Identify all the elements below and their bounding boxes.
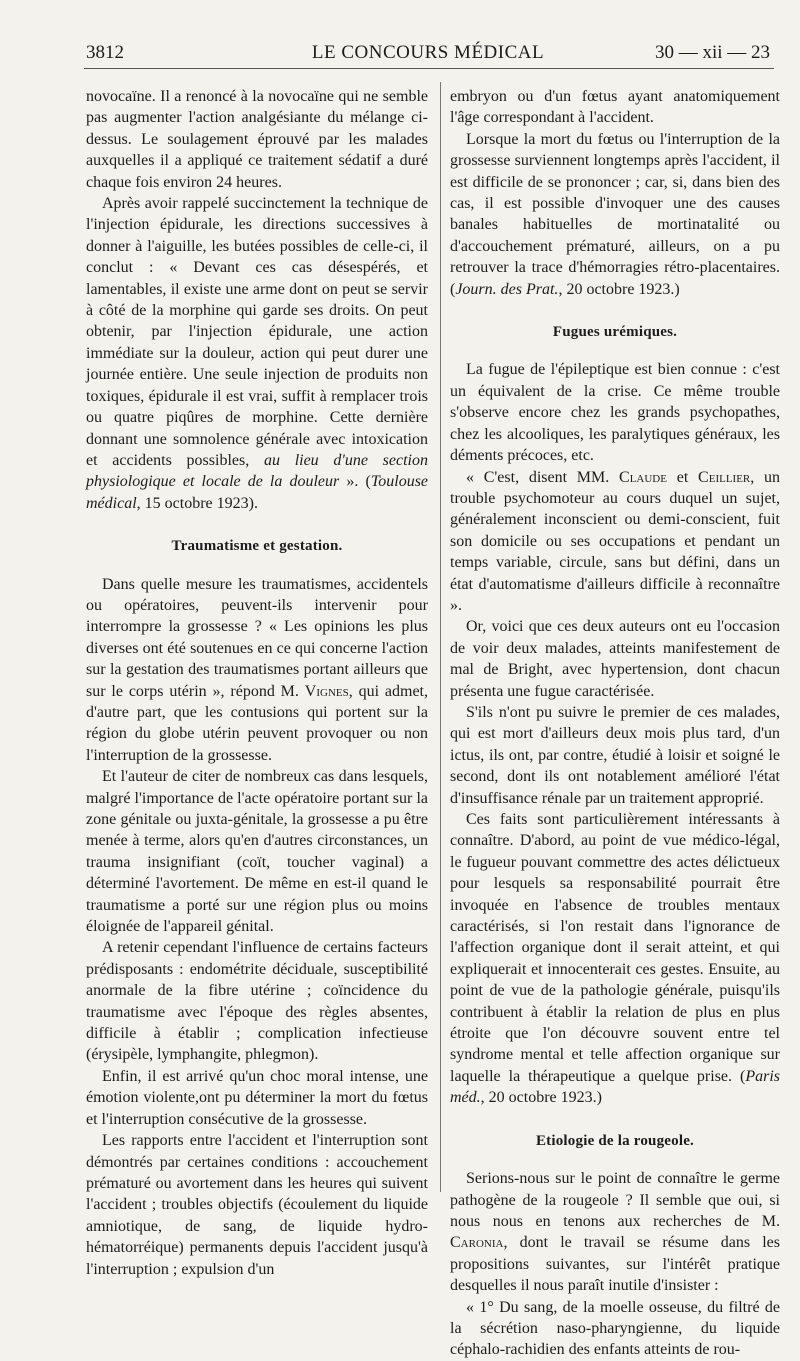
- text-run: , 20 octobre 1923.): [480, 1089, 602, 1107]
- author-name: Vignes: [304, 682, 349, 700]
- paragraph: [450, 359, 780, 466]
- italic-text: Journ. des Prat.: [455, 280, 559, 298]
- text-run: Or, voici que ces deux auteurs ont eu l'occasion de voir deux malades, atteints manifestement de mal de Bright, avec hypertension, dont chacun présenta une fugue caractérisée.: [450, 618, 780, 700]
- italic-text: Paris méd.: [450, 1067, 780, 1107]
- issue-date: 30 — xii — 23: [654, 42, 770, 63]
- paragraph: [86, 1066, 428, 1130]
- text-run: Après avoir rappelé succinctement la technique de l'injection épidurale, les directions successives à donner à l'aiguille, les butées possibles de celle-ci, il conclut : « Devant ces cas désespérés, et lamentables, il existe une arme dont on peut se servir à côté de la morphine qui garde ses droits. On peut obtenir, par l'injection épidurale, une action immédiate sur la douleur, action qui peut durer une journée entière. Une seule injection de produits non toxiques, épidurale il est vrai, suffit à remplacer trois ou quatre piqûres de morphine. Cette dernière donnant une somnolence générale avec intoxication et accidents possibles,: [86, 195, 428, 469]
- right-column: [450, 86, 780, 1361]
- italic-text: Toulouse médical: [86, 473, 429, 512]
- text-run: Lorsque la mort du fœtus ou l'interruption de la grossesse surviennent longtemps après l'accident, il est difficile de se prononcer ; car, si, dans bien des cas, il est possible d'invoquer une des causes banales habituelles de mortinatalité ou d'accouchement prématuré, ailleurs, on a pu retrouver la trace d'hémorragies rétro-placentaires. (: [450, 130, 780, 298]
- page-number: 3812: [86, 42, 124, 63]
- text-run: « 1° Du sang, de la moelle osseuse, du filtré de la sécrétion naso-pharyngienne, du liquide céphalo-rachidien des enfants atteints de rou-: [450, 1298, 780, 1359]
- left-column: [86, 86, 428, 1280]
- paragraph: [86, 86, 428, 193]
- paragraph: [86, 766, 428, 937]
- text-run: , 20 octobre 1923.): [558, 280, 680, 298]
- text-run: A retenir cependant l'influence de certains facteurs prédisposants : endométrite déciduale, susceptibilité anormale de la fibre utérine ; coïncidence du traumatisme avec l'époque des règles absentes, difficile à établir ; complication infectieuse (érysipèle, lymphangite, phlegmon).: [86, 939, 428, 1064]
- text-run: , 15 octobre 1923).: [136, 494, 258, 512]
- paragraph: [86, 1130, 428, 1280]
- paragraph: [86, 193, 428, 514]
- text-run: embryon ou d'un fœtus ayant anatomiquement l'âge correspondant à l'accident.: [450, 88, 780, 127]
- text-run: , dont le travail se résume dans les propositions suivantes, sur l'intérêt pratique desquelles il nous paraît inutile d'insister :: [450, 1234, 780, 1295]
- author-name: Claude: [619, 468, 667, 486]
- paragraph: [450, 809, 780, 1109]
- paragraph: [450, 86, 780, 129]
- text-run: , un trouble psychomoteur au cours duquel un sujet, généralement inconscient ou demi-conscient, fuit son domicile ou ses occupations et pendant un temps variable, circule, sans but défini, dans un état d'automatisme d'ailleurs difficile à reconnaître ».: [450, 468, 781, 614]
- page-header: [86, 42, 770, 68]
- paragraph: [450, 129, 780, 300]
- journal-title: LE CONCOURS MÉDICAL: [311, 42, 545, 63]
- text-run: La fugue de l'épileptique est bien connue : c'est un équivalent de la crise. Ce même trouble s'observe encore chez les grands psychopathes, chez les alcooliques, les paralytiques généraux, les déments précoces, etc.: [450, 361, 780, 465]
- text-run: , qui admet, d'autre part, que les contusions qui portent sur la région du globe utérin peuvent provoquer ou non l'interruption de la grossesse.: [86, 682, 428, 764]
- section-heading: Etiologie de la rougeole.: [535, 1132, 695, 1149]
- text-run: ». (: [339, 473, 371, 491]
- text-run: Dans quelle mesure les traumatismes, accidentels ou opératoires, peuvent-ils intervenir pour interrompre la grossesse ? « Les opinions les plus diverses ont été soutenues en ce qui concerne l'action sur la gestation des traumatismes portant ailleurs que sur le corps utérin », répond M.: [86, 575, 428, 700]
- paragraph: [450, 467, 780, 617]
- text-run: et: [666, 468, 699, 486]
- paragraph: [450, 616, 780, 702]
- section-heading: Traumatisme et gestation.: [171, 538, 343, 555]
- author-name: Caronia: [450, 1234, 504, 1252]
- paragraph: [86, 574, 428, 767]
- author-name: Ceillier: [698, 468, 751, 486]
- text-run: Et l'auteur de citer de nombreux cas dans lesquels, malgré l'importance de l'acte opératoire portant sur la zone génitale ou juxta-génitale, la grossesse a pu être menée à terme, alors qu'en d'autres circonstances, un trauma insignifiant (coït, toucher vaginal) a déterminé l'avortement. De même en est-il quand le traumatisme a porté sur une région plus ou moins éloignée de l'appareil génital.: [86, 768, 428, 936]
- text-run: Enfin, il est arrivé qu'un choc moral intense, une émotion violente,ont pu déterminer la mort du fœtus et l'interruption consécutive de la grossesse.: [86, 1067, 428, 1128]
- text-run: « C'est, disent MM.: [466, 468, 620, 486]
- column-divider: [440, 82, 441, 1192]
- text-run: novocaïne. Il a renoncé à la novocaïne qui ne semble pas augmenter l'action analgésiante du mélange ci-dessus. Le soulagement éprouvé par les malades auxquelles il a appliqué ce traitement sédatif a duré chaque fois environ 24 heures.: [86, 88, 428, 191]
- paragraph: [450, 702, 780, 809]
- paragraph: [450, 1168, 780, 1296]
- section-heading: Fugues urémiques.: [552, 324, 678, 341]
- paragraph: [450, 1297, 780, 1361]
- text-run: Ces faits sont particulièrement intéressants à connaître. D'abord, au point de vue médico-légal, le fugueur pouvant commettre des actes délictueux pour lesquels sa responsabilité pourrait être invoquée en l'absence de troubles mentaux caractérisés, si l'on restait dans l'ignorance de l'affection organique dont il serait atteint, et qui expliquerait et innocenterait ces gestes. Ensuite, au point de vue de la pathologie générale, puisqu'ils contribuent à établir la relation de plus en plus étroite que l'on découvre souvent entre tel syndrome mental et telle affection organique sur laquelle la thérapeutique a quelque prise. (: [450, 811, 780, 1085]
- text-run: S'ils n'ont pu suivre le premier de ces malades, qui est mort d'ailleurs deux mois plus tard, d'un ictus, ils ont, par contre, étudié à loisir et soigné le second, dont ils ont notablement amélioré l'état d'insuffisance rénale par un traitement approprié.: [450, 703, 780, 807]
- italic-text: au lieu d'une section physiologique et locale de la douleur: [86, 451, 428, 491]
- text-run: Les rapports entre l'accident et l'interruption sont démontrés par certaines conditions : accouchement prématuré ou avortement dans les heures qui suivent l'accident ; troubles objectifs (écoulement du liquide amniotique, de sang, de liquide hydro-hématorréique) permanents depuis l'accident jusqu'à l'interruption ; expulsion d'un: [86, 1132, 428, 1278]
- paragraph: [86, 937, 428, 1065]
- header-rule: [84, 68, 774, 69]
- text-run: Serions-nous sur le point de connaître le germe pathogène de la rougeole ? Il semble que oui, si nous nous en tenons aux recherches de M.: [450, 1170, 780, 1230]
